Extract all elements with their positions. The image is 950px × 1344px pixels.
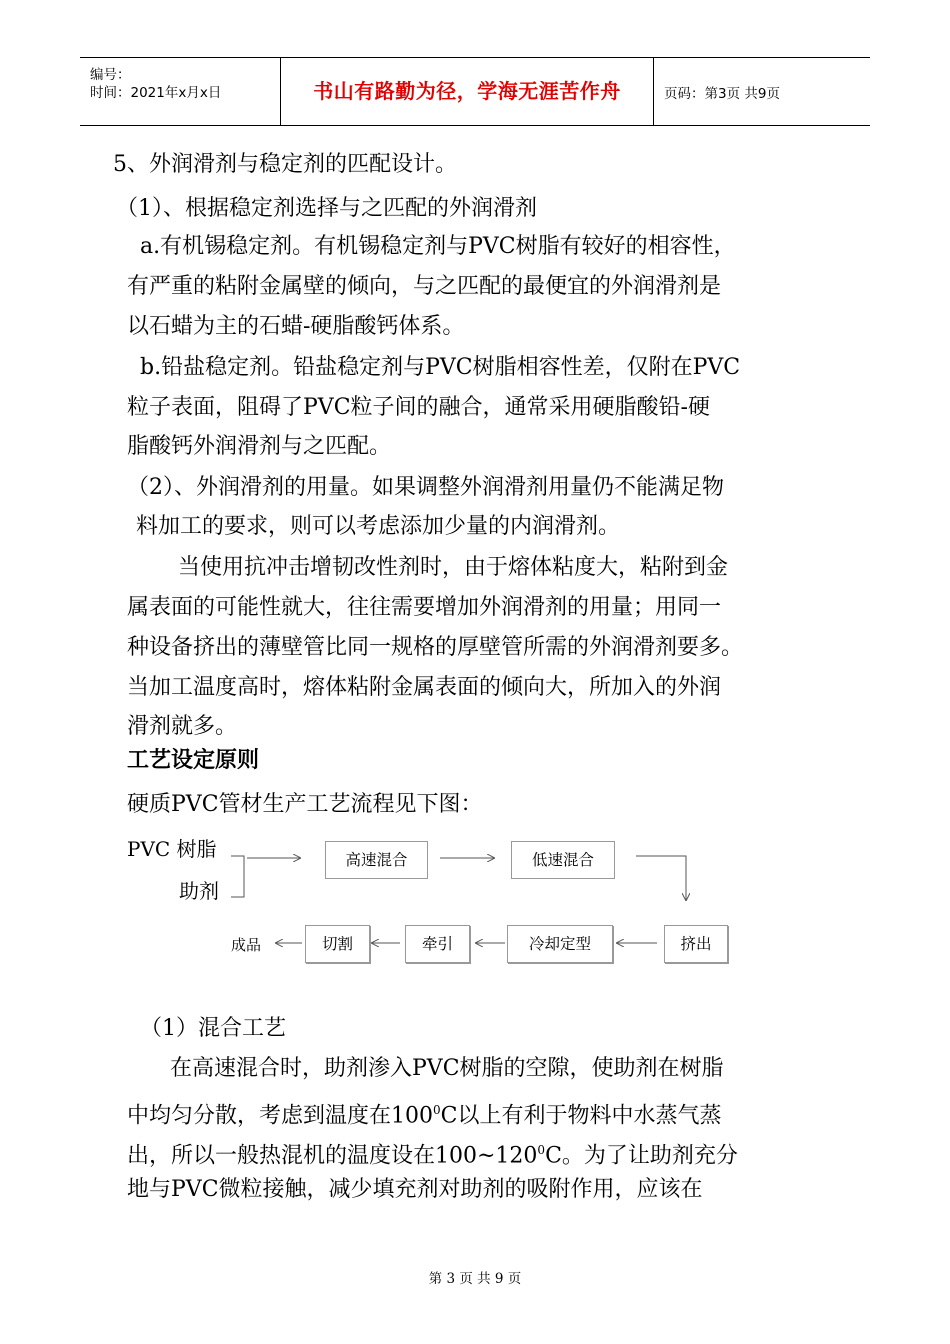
box-low-speed-mix: 低速混合 [511,841,615,879]
box-cut: 切割 [305,925,370,963]
subheading-mixing: （1）混合工艺 [140,1016,286,1041]
body-line-3: a.有机锡稳定剂。有机锡稳定剂与PVC树脂有较好的相容性， [140,234,736,259]
label-product: 成品 [231,936,262,954]
body-line-13: 种设备挤出的薄壁管比同一规格的厚壁管所需的外润滑剂要多。 [127,635,744,660]
input-bracket [231,856,244,897]
document-number-label: 编号： [90,67,131,83]
body-line-14: 当加工温度高时，熔体粘附金属表面的倾向大，所加入的外润 [127,675,722,700]
page-footer: 第 3 页 共 9 页 [428,1271,522,1287]
body-line-6: b.铅盐稳定剂。铅盐稳定剂与PVC树脂相容性差，仅附在PVC [140,355,741,380]
section-heading: 工艺设定原则 [127,748,260,773]
box-extrude: 挤出 [664,925,728,963]
box-cool-shape: 冷却定型 [507,925,613,963]
mixing-line-2: 中均匀分散，考虑到温度在$100^0C$以上有利于物料中水蒸气蒸 [127,1103,722,1129]
body-line-15: 滑剂就多。 [127,714,238,739]
mixing-line-3: 出，所以一般热混机的温度设在$100\sim 120^0C$。为了让助剂充分 [127,1143,738,1169]
body-line-9: （2）、外润滑剂的用量。如果调整外润滑剂用量仍不能满足物 [127,475,724,500]
box-pull: 牵引 [405,925,470,963]
header-page-info: 页码：第3页 共9页 [664,86,780,102]
input-pvc-resin: PVC 树脂 [127,837,217,861]
body-line-12: 属表面的可能性就大，往往需要增加外润滑剂的用量；用同一 [127,595,722,620]
flow-intro: 硬质PVC管材生产工艺流程见下图： [127,792,483,817]
box-high-speed-mix: 高速混合 [325,841,428,879]
body-line-5: 以石蜡为主的石蜡-硬脂酸钙体系。 [127,314,465,339]
body-line-2: （1）、根据稳定剂选择与之匹配的外润滑剂 [116,196,537,221]
document-time-label: 时间：2021年x月x日 [90,85,222,101]
header-motto: 书山有路勤为径，学海无涯苦作舟 [281,58,654,125]
mixing-line-1: 在高速混合时，助剂渗入PVC树脂的空隙，使助剂在树脂 [170,1056,724,1081]
body-line-8: 脂酸钙外润滑剂与之匹配。 [127,434,392,459]
body-line-7: 粒子表面，阻碍了PVC粒子间的融合，通常采用硬脂酸铅-硬 [127,395,710,420]
body-line-1: 5、外润滑剂与稳定剂的匹配设计。 [113,152,457,177]
mixing-line-4: 地与PVC微粒接触，减少填充剂对助剂的吸附作用，应该在 [127,1177,703,1202]
arrow-to-extrude [636,856,686,900]
body-line-10: 料加工的要求，则可以考虑添加少量的内润滑剂。 [136,514,621,539]
body-line-11: 当使用抗冲击增韧改性剂时，由于熔体粘度大，粘附到金 [178,555,729,580]
input-additive: 助剂 [179,879,219,903]
body-line-4: 有严重的粘附金属壁的倾向，与之匹配的最便宜的外润滑剂是 [127,274,722,299]
